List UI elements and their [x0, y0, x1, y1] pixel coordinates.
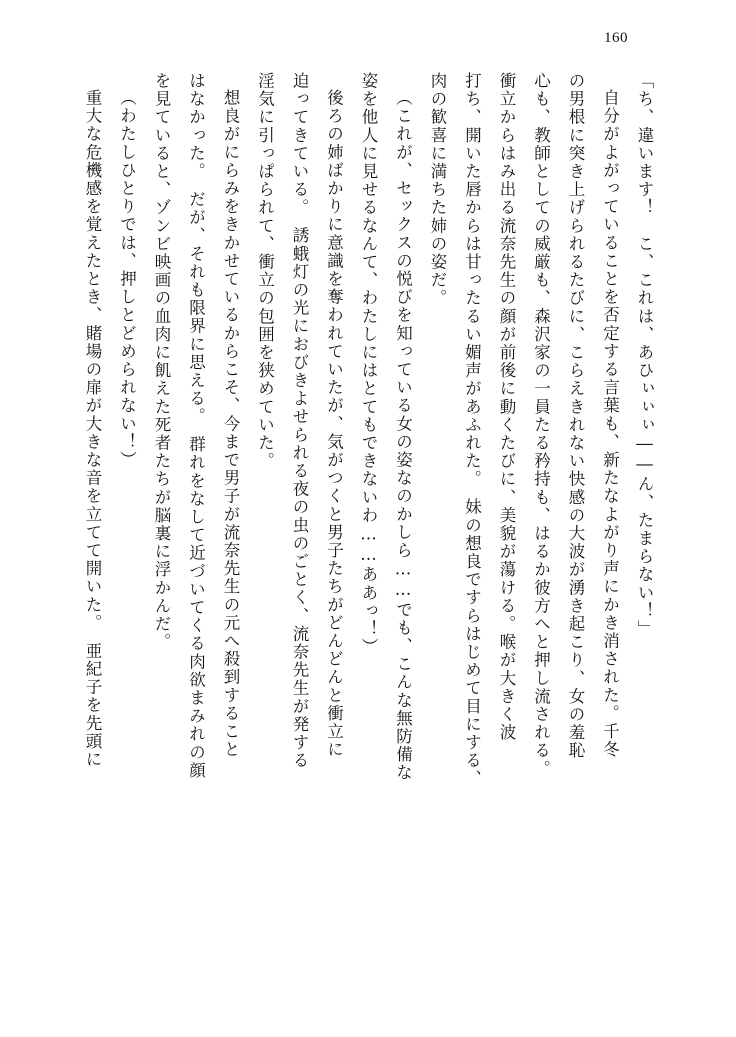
body-paragraph: の男根に突き上げられるたびに、こらえきれない快感の大波が湧き起こり、女の羞恥 [566, 72, 585, 760]
body-paragraph: 衝立からはみ出る流奈先生の顔が前後に動くたびに、美貌が蕩ける。喉が大きく波 [497, 72, 516, 742]
body-paragraph: 自分がよがっていることを否定する言葉も、新たなよがり声にかき消された。千冬 [600, 89, 620, 759]
page-body-text [75, 72, 661, 985]
body-paragraph: 「ち、違います！ こ、これは、あひぃぃぃ――ん、たまらない！」 [635, 72, 654, 639]
body-paragraph: はなかった。 だが、それも限界に思える。 群れをなして近づいてくる肉欲まみれの顔 [186, 72, 206, 780]
body-paragraph: 姿を他人に見せるなんて、わたしにはとてもできないわ……ああっ！） [359, 72, 378, 657]
body-paragraph: 後ろの姉ばかりに意識を奪われていたが、気がつくと男子たちがどんどんと衝立に [324, 89, 344, 759]
body-paragraph: 打ち、開いた唇からは甘ったるい媚声があふれた。 妹の想良ですらはじめて目にする、 [462, 72, 482, 788]
body-paragraph: を見ていると、ゾンビ映画の血肉に飢えた死者たちが脳裏に浮かんだ。 [152, 72, 171, 652]
body-paragraph: 肉の歓喜に満ちた姉の姿だ。 [428, 72, 447, 308]
body-paragraph: （わたしひとりでは、押しとどめられない！） [117, 89, 137, 470]
page-number: 160 [604, 30, 628, 46]
body-paragraph: （これが、セックスの悦びを知っている女の姿なのかしら……でも、こんな無防備な [393, 89, 413, 782]
body-paragraph: 迫ってきている。 誘蛾灯の光におびきよせられる夜の虫のごとく、流奈先生が発する [290, 72, 309, 770]
body-paragraph: 想良がにらみをきかせているからこそ、今まで男子が流奈先生の元へ殺到すること [221, 89, 240, 759]
body-paragraph: 淫気に引っぱられて、衝立の包囲を狭めていた。 [255, 72, 275, 471]
body-paragraph: 重大な危機感を覚えたとき、賭場の扉が大きな音を立てて開いた。 亜紀子を先頭に [83, 89, 102, 769]
body-paragraph: 心も、教師としての威厳も、森沢家の一員たる矜持も、はるか彼方へと押し流される。 [531, 72, 551, 778]
